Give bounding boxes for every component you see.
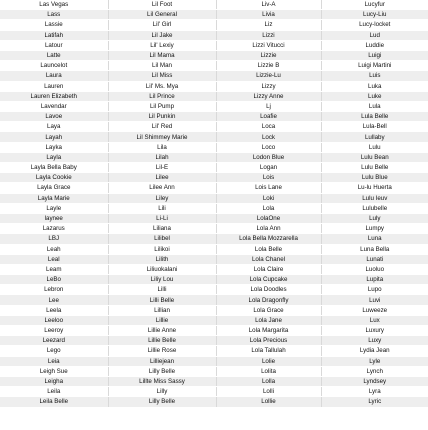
table-cell: Lyndsey [321, 376, 428, 386]
table-cell: Lola Doodles [216, 285, 321, 295]
table-cell: Lupita [321, 275, 428, 285]
table-cell: Lego [0, 346, 108, 356]
table-cell: Lyra [321, 387, 428, 397]
table-cell: Lil' Red [108, 122, 216, 132]
table-cell: Lulu [321, 142, 428, 152]
table-cell: Lil' Lexiy [108, 40, 216, 50]
table-cell: Luigi Martini [321, 61, 428, 71]
table-row [0, 152, 428, 162]
table-cell: Lilee [108, 173, 216, 183]
table-cell: Leeloo [0, 315, 108, 325]
table-cell: Lilly Belle [108, 397, 216, 407]
table-cell: Lyric [321, 397, 428, 407]
table-cell: Layle [0, 203, 108, 213]
table-cell: Liliana [108, 224, 216, 234]
table-cell: Lolli [216, 387, 321, 397]
table-row [0, 254, 428, 264]
table-cell: Luke [321, 91, 428, 101]
table-cell: Lila [108, 142, 216, 152]
table-cell: Leezard [0, 336, 108, 346]
table-row [0, 315, 428, 325]
table-cell: Lolie [216, 356, 321, 366]
table-cell: Latour [0, 40, 108, 50]
table-cell: Lilith [108, 254, 216, 264]
table-cell: Liv-A [216, 0, 321, 10]
table-cell: Li-Li [108, 213, 216, 223]
table-cell: Layla Marie [0, 193, 108, 203]
table-cell: Lola Margarita [216, 326, 321, 336]
table-cell: Lilikoi [108, 244, 216, 254]
table-cell: Lola Grace [216, 305, 321, 315]
table-row [0, 81, 428, 91]
table-cell: Loco [216, 142, 321, 152]
table-cell: Lydia Jean [321, 346, 428, 356]
table-cell: Leila [0, 387, 108, 397]
table-cell: Luweeze [321, 305, 428, 315]
table-row [0, 244, 428, 254]
table-cell: Lola Tallulah [216, 346, 321, 356]
table-cell: Leigha [0, 376, 108, 386]
table-row [0, 61, 428, 71]
table-row [0, 71, 428, 81]
table-cell: Leal [0, 254, 108, 264]
table-row [0, 366, 428, 376]
table-row [0, 336, 428, 346]
table-row [0, 387, 428, 397]
table-row [0, 326, 428, 336]
table-row [0, 50, 428, 60]
table-cell: Lola Claire [216, 264, 321, 274]
table-cell: Lolita [216, 366, 321, 376]
table-cell: Lili [108, 203, 216, 213]
table-cell: Lock [216, 132, 321, 142]
table-cell: Lil Pump [108, 101, 216, 111]
table-cell: Lauren [0, 81, 108, 91]
table-cell: Livia [216, 10, 321, 20]
table-cell: Lee [0, 295, 108, 305]
table-cell: Lunati [321, 254, 428, 264]
table-cell: Lulu Ieuv [321, 193, 428, 203]
table-cell: Leam [0, 264, 108, 274]
table-cell: Lola Chanel [216, 254, 321, 264]
table-cell: Launcelot [0, 61, 108, 71]
table-cell: Lil Jake [108, 30, 216, 40]
table-row [0, 122, 428, 132]
table-cell: Lulubelle [321, 203, 428, 213]
table-cell: LBJ [0, 234, 108, 244]
table-cell: Lilli [108, 285, 216, 295]
table-row [0, 346, 428, 356]
table-cell: Lola Cupcake [216, 275, 321, 285]
table-cell: Luxury [321, 326, 428, 336]
table-cell: Luxy [321, 336, 428, 346]
table-cell: LolaOne [216, 213, 321, 223]
table-row [0, 142, 428, 152]
table-cell: Lucyfur [321, 0, 428, 10]
table-row [0, 10, 428, 20]
table-cell: Loca [216, 122, 321, 132]
table-cell: Layla Cookie [0, 173, 108, 183]
table-cell: Lilibel [108, 234, 216, 244]
table-cell: Liliy Lou [108, 275, 216, 285]
table-cell: Liz [216, 20, 321, 30]
table-cell: Lizzy Anne [216, 91, 321, 101]
table-row [0, 132, 428, 142]
table-cell: Lynch [321, 366, 428, 376]
table-cell: Lux [321, 315, 428, 325]
table-cell: Luna Bella [321, 244, 428, 254]
table-cell: Lizzi Vitucci [216, 40, 321, 50]
table-cell: Lola Jane [216, 315, 321, 325]
table-cell: Luna [321, 234, 428, 244]
table-cell: Lula-Bell [321, 122, 428, 132]
table-row [0, 173, 428, 183]
table-row [0, 203, 428, 213]
table-cell: Lizzie-Lu [216, 71, 321, 81]
table-row [0, 234, 428, 244]
table-cell: Loki [216, 193, 321, 203]
table-cell: Lola Precious [216, 336, 321, 346]
table-cell: Leeroy [0, 326, 108, 336]
table-row [0, 376, 428, 386]
table-row [0, 101, 428, 111]
table-cell: Leigh Sue [0, 366, 108, 376]
table-cell: Lilli Belle [108, 295, 216, 305]
table-cell: Lavendar [0, 101, 108, 111]
table-cell: Leela [0, 305, 108, 315]
table-cell: Lucy-locket [321, 20, 428, 30]
table-cell: Lj [216, 101, 321, 111]
table-cell: Lizzy [216, 81, 321, 91]
table-cell: Layka [0, 142, 108, 152]
table-cell: Lizzie B [216, 61, 321, 71]
table-cell: Lilee Ann [108, 183, 216, 193]
table-row [0, 20, 428, 30]
table-row [0, 40, 428, 50]
table-row [0, 295, 428, 305]
table-cell: Lizzie [216, 50, 321, 60]
table-cell: Laura [0, 71, 108, 81]
table-cell: Lillie Belle [108, 336, 216, 346]
table-cell: Lavoe [0, 112, 108, 122]
table-cell: Lilah [108, 152, 216, 162]
table-cell: Lula [321, 101, 428, 111]
table-cell: Lillte Miss Sassy [108, 376, 216, 386]
table-row [0, 183, 428, 193]
table-cell: Lula Belle [321, 112, 428, 122]
table-row [0, 213, 428, 223]
table-cell: Lupo [321, 285, 428, 295]
table-cell: Latifah [0, 30, 108, 40]
table-cell: Lola Belle [216, 244, 321, 254]
table-cell: Lola Dragonfly [216, 295, 321, 305]
table-cell: Lilly [108, 387, 216, 397]
table-cell: Layla Grace [0, 183, 108, 193]
table-cell: Luddie [321, 40, 428, 50]
table-cell: Lola [216, 203, 321, 213]
table-cell: Lodon Blue [216, 152, 321, 162]
table-row [0, 163, 428, 173]
table-cell: Lulu Bean [321, 152, 428, 162]
table-cell: laynee [0, 213, 108, 223]
table-cell: Lulu Belle [321, 163, 428, 173]
table-cell: Loafie [216, 112, 321, 122]
table-cell: Lassie [0, 20, 108, 30]
table-cell: Layla Bella Baby [0, 163, 108, 173]
table-cell: Las Vegas [0, 0, 108, 10]
table-cell: Lud [321, 30, 428, 40]
table-cell: Lazarus [0, 224, 108, 234]
table-cell: Lauren Elizabeth [0, 91, 108, 101]
table-cell: Lolla [216, 376, 321, 386]
table-row [0, 285, 428, 295]
table-cell: Liley [108, 193, 216, 203]
table-cell: Lizzi [216, 30, 321, 40]
table-cell: Lillie Rose [108, 346, 216, 356]
table-cell: Lu-lu Huerta [321, 183, 428, 193]
table-cell: Lollie [216, 397, 321, 407]
table-row [0, 193, 428, 203]
table-cell: Luoluo [321, 264, 428, 274]
table-cell: Leah [0, 244, 108, 254]
table-cell: Latte [0, 50, 108, 60]
table-cell: Layla [0, 152, 108, 162]
table-row [0, 30, 428, 40]
table-cell: Luly [321, 213, 428, 223]
table-cell: Lumpy [321, 224, 428, 234]
table-cell: Lois Lane [216, 183, 321, 193]
table-cell: Luigi [321, 50, 428, 60]
table-cell: Lillie [108, 315, 216, 325]
table-cell: Lillian [108, 305, 216, 315]
table-cell: Lil Punkin [108, 112, 216, 122]
table-cell: LeBo [0, 275, 108, 285]
table-row [0, 112, 428, 122]
table-row [0, 224, 428, 234]
table-cell: Lola Ann [216, 224, 321, 234]
table-cell: Lola Bella Mozzarella [216, 234, 321, 244]
table-cell: Lillie Anne [108, 326, 216, 336]
table-cell: Layah [0, 132, 108, 142]
table-cell: Lil Man [108, 61, 216, 71]
table-row [0, 397, 428, 407]
table-row [0, 305, 428, 315]
table-cell: Lulu Blue [321, 173, 428, 183]
table-cell: Lil Foot [108, 0, 216, 10]
table-cell: Leila Belle [0, 397, 108, 407]
table-cell: Lois [216, 173, 321, 183]
table-cell: Logan [216, 163, 321, 173]
table-row [0, 91, 428, 101]
table-cell: Lil Miss [108, 71, 216, 81]
table-cell: Lullaby [321, 132, 428, 142]
table-cell: Lilly Belle [108, 366, 216, 376]
table-row [0, 356, 428, 366]
table-row [0, 275, 428, 285]
table-cell: Lass [0, 10, 108, 20]
table-cell: Lil General [108, 10, 216, 20]
table-cell: Lebron [0, 285, 108, 295]
table-cell: Lilliejean [108, 356, 216, 366]
table-cell: Lucy-Liu [321, 10, 428, 20]
table-cell: Leia [0, 356, 108, 366]
table-cell: Lil Mama [108, 50, 216, 60]
table-cell: Lyle [321, 356, 428, 366]
table-cell: Luvi [321, 295, 428, 305]
table-cell: Lil Prince [108, 91, 216, 101]
table-row [0, 264, 428, 274]
table-cell: Lil Shimmey Marie [108, 132, 216, 142]
table-cell: Lil-E [108, 163, 216, 173]
table-row [0, 0, 428, 10]
table-cell: Liliuokalani [108, 264, 216, 274]
table-cell: Luka [321, 81, 428, 91]
table-cell: Luis [321, 71, 428, 81]
table-cell: Lil' Girl [108, 20, 216, 30]
table-cell: Laya [0, 122, 108, 132]
table-cell: Lil' Ms. Mya [108, 81, 216, 91]
